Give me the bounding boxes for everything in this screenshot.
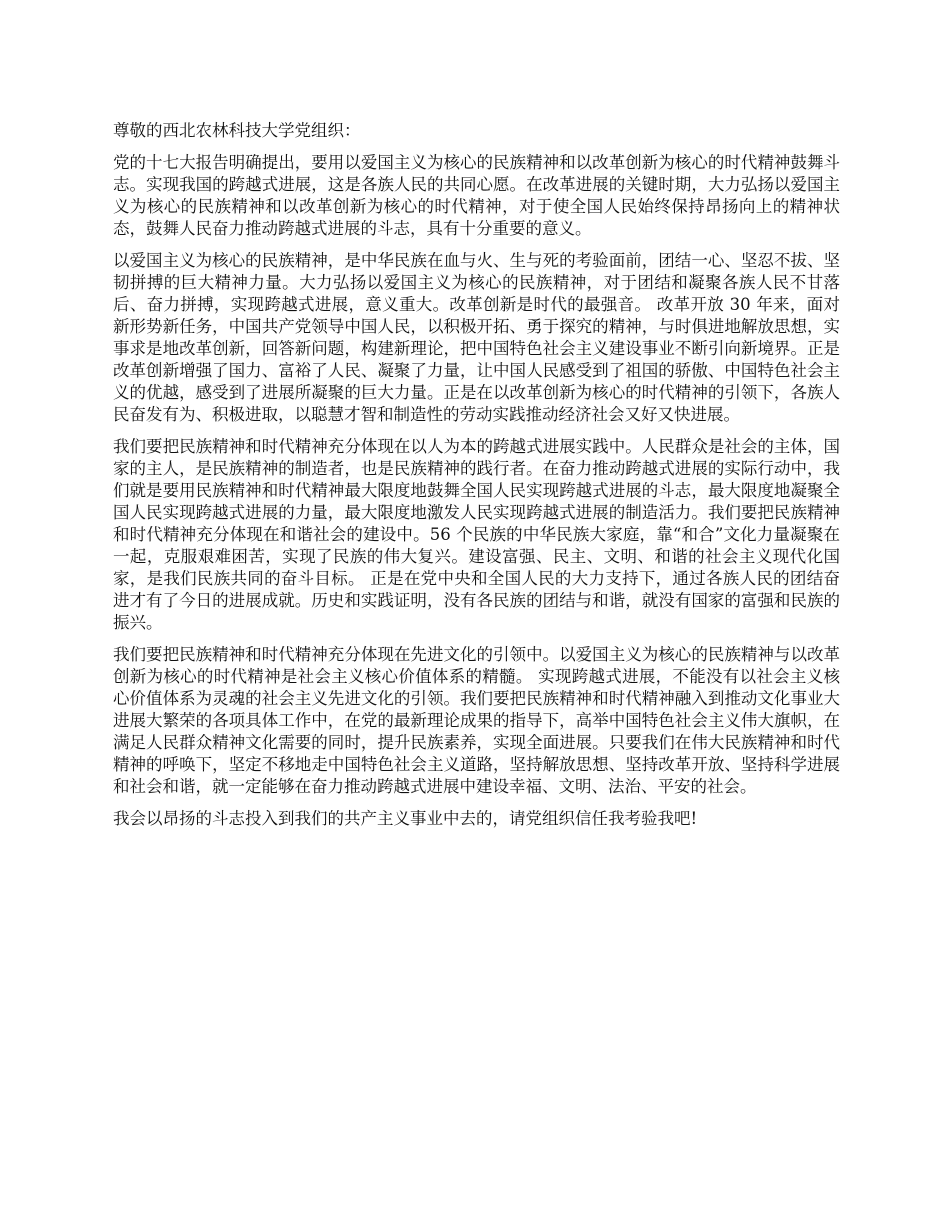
salutation: 尊敬的西北农林科技大学党组织：	[113, 121, 361, 140]
closing-paragraph: 我会以昂扬的斗志投入到我们的共产主义事业中去的，请党组织信任我考验我吧!	[113, 809, 698, 828]
paragraph-3: 我们要把民族精神和时代精神充分体现在以人为本的跨越式进展实践中。人民群众是社会的主体，国家的主人，是民族精神的制造者，也是民族精神的践行者。在奋力推动跨越式进展的实际行动中，我们就是要用民族精神和时代精神最大限度地鼓舞全国人民实现跨越式进展的斗志，最大限度地凝聚全国人民实现跨越式进展的力量，最大限度地激发人民实现跨越式进展的制造活力。我们要把民族精神和时代精神充分体现在和谐社会的建设中。56 个民族的中华民族大家庭，靠“和合”文化力量凝聚在一起，克服艰难困苦，实现了民族的伟大复兴。建设富强、民主、文明、和谐的社会主义现代化国家，是我们民族共同的奋斗目标。 正是在党中央和全国人民的大力支持下，通过各族人民的团结奋进才有了今日的进展成就。历史和实践证明，没有各民族的团结与和谐，就没有国家的富强和民族的振兴。	[113, 437, 840, 632]
paragraph-1: 党的十七大报告明确提出，要用以爱国主义为核心的民族精神和以改革创新为核心的时代精神鼓舞斗志。实现我国的跨越式进展，这是各族人民的共同心愿。在改革进展的关键时期，大力弘扬以爱国主义为核心的民族精神和以改革创新为核心的时代精神，对于使全国人民始终保持昂扬向上的精神状态，鼓舞人民奋力推动跨越式进展的斗志，具有十分重要的意义。	[113, 153, 840, 238]
paragraph-2: 以爱国主义为核心的民族精神，是中华民族在血与火、生与死的考验面前，团结一心、坚忍不拔、坚韧拼搏的巨大精神力量。大力弘扬以爱国主义为核心的民族精神，对于团结和凝聚各族人民不甘落后、奋力拼搏，实现跨越式进展，意义重大。改革创新是时代的最强音。 改革开放 30 年来，面对新形势新任务，中国共产党领导中国人民，以积极开拓、勇于探究的精神，与时俱进地解放思想，实事求是地改革创新，回答新问题，构建新理论，把中国特色社会主义建设事业不断引向新境界。正是改革创新增强了国力、富裕了人民、凝聚了力量，让中国人民感受到了祖国的骄傲、中国特色社会主义的优越，感受到了进展所凝聚的巨大力量。正是在以改革创新为核心的时代精神的引领下，各族人民奋发有为、积极进取，以聪慧才智和制造性的劳动实践推动经济社会又好又快进展。	[113, 251, 840, 424]
paragraph-4: 我们要把民族精神和时代精神充分体现在先进文化的引领中。以爱国主义为核心的民族精神与以改革创新为核心的时代精神是社会主义核心价值体系的精髓。 实现跨越式进展，不能没有以社会主义核心价值体系为灵魂的社会主义先进文化的引领。我们要把民族精神和时代精神融入到推动文化事业大进展大繁荣的各项具体工作中，在党的最新理论成果的指导下，高举中国特色社会主义伟大旗帜，在满足人民群众精神文化需要的同时，提升民族素养，实现全面进展。只要我们在伟大民族精神和时代精神的呼唤下，坚定不移地走中国特色社会主义道路，坚持解放思想、坚持改革开放、坚持科学进展和社会和谐，就一定能够在奋力推动跨越式进展中建设幸福、文明、法治、平安的社会。	[113, 645, 840, 796]
document-body	[113, 120, 840, 840]
